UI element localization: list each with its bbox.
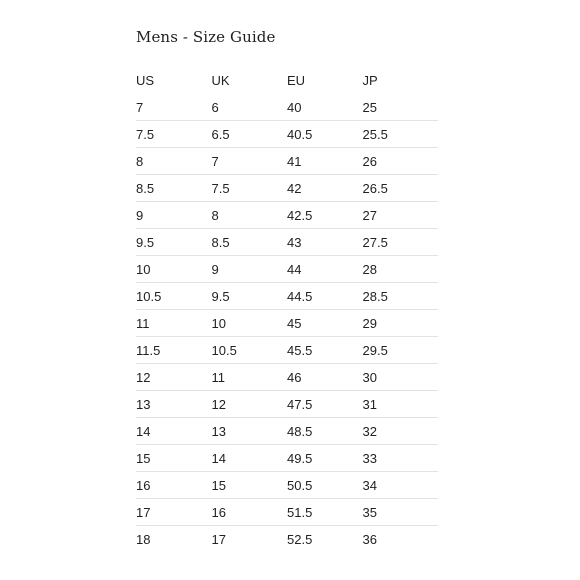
cell-us: 7.5	[136, 126, 155, 142]
size-table	[136, 67, 438, 553]
cell-us: 13	[136, 396, 151, 412]
cell-us: 10	[136, 261, 151, 277]
table-header-row	[136, 67, 438, 94]
cell-eu: 42	[287, 180, 302, 196]
cell-us: 10.5	[136, 288, 162, 304]
cell-eu: 41	[287, 153, 302, 169]
column-header-us: US	[136, 73, 155, 88]
cell-eu: 42.5	[287, 207, 313, 223]
cell-uk: 15	[211, 477, 226, 493]
cell-uk: 12	[211, 396, 226, 412]
cell-us: 8	[136, 153, 144, 169]
cell-uk: 6.5	[211, 126, 230, 142]
cell-eu: 43	[287, 234, 302, 250]
cell-us: 15	[136, 450, 151, 466]
cell-eu: 40.5	[287, 126, 313, 142]
cell-jp: 27.5	[362, 234, 388, 250]
cell-us: 11	[136, 315, 150, 331]
cell-uk: 6	[211, 99, 219, 115]
table-row	[136, 499, 438, 526]
table-row	[136, 391, 438, 418]
table-row	[136, 337, 438, 364]
cell-jp: 32	[362, 423, 377, 439]
cell-jp: 29	[362, 315, 377, 331]
cell-uk: 9.5	[211, 288, 230, 304]
cell-eu: 45.5	[287, 342, 313, 358]
cell-eu: 44	[287, 261, 302, 277]
cell-jp: 26	[362, 153, 377, 169]
cell-jp: 30	[362, 369, 377, 385]
cell-uk: 16	[211, 504, 226, 520]
table-row	[136, 364, 438, 391]
cell-jp: 28	[362, 261, 377, 277]
cell-jp: 33	[362, 450, 377, 466]
cell-jp: 27	[362, 207, 377, 223]
cell-jp: 36	[362, 532, 377, 547]
cell-uk: 13	[211, 423, 226, 439]
cell-jp: 35	[362, 504, 377, 520]
table-row	[136, 121, 438, 148]
cell-jp: 26.5	[362, 180, 388, 196]
cell-uk: 10.5	[211, 342, 237, 358]
cell-uk: 7	[211, 153, 219, 169]
cell-us: 16	[136, 477, 151, 493]
table-row	[136, 175, 438, 202]
table-row	[136, 310, 438, 337]
cell-jp: 34	[362, 477, 377, 493]
table-row	[136, 202, 438, 229]
cell-us: 11.5	[136, 342, 161, 358]
cell-eu: 44.5	[287, 288, 313, 304]
cell-uk: 8.5	[211, 234, 230, 250]
cell-us: 9	[136, 207, 144, 223]
cell-uk: 7.5	[211, 180, 230, 196]
cell-eu: 52.5	[287, 532, 313, 547]
cell-uk: 8	[211, 207, 219, 223]
cell-jp: 25	[362, 99, 377, 115]
cell-uk: 14	[211, 450, 226, 466]
cell-eu: 50.5	[287, 477, 313, 493]
cell-us: 9.5	[136, 234, 155, 250]
table-row	[136, 472, 438, 499]
cell-uk: 10	[211, 315, 226, 331]
cell-jp: 29.5	[362, 342, 388, 358]
table-row	[136, 148, 438, 175]
cell-us: 14	[136, 423, 151, 439]
cell-jp: 31	[362, 396, 377, 412]
cell-uk: 11	[211, 369, 225, 385]
cell-jp: 25.5	[362, 126, 388, 142]
table-row	[136, 229, 438, 256]
cell-uk: 17	[211, 532, 226, 547]
cell-us: 18	[136, 532, 151, 547]
cell-eu: 46	[287, 369, 302, 385]
table-row	[136, 283, 438, 310]
cell-us: 12	[136, 369, 151, 385]
cell-us: 8.5	[136, 180, 155, 196]
cell-eu: 40	[287, 99, 302, 115]
table-row	[136, 418, 438, 445]
cell-eu: 45	[287, 315, 302, 331]
cell-eu: 51.5	[287, 504, 313, 520]
cell-eu: 47.5	[287, 396, 313, 412]
cell-eu: 49.5	[287, 450, 313, 466]
table-row	[136, 256, 438, 283]
table-row	[136, 94, 438, 121]
column-header-jp: JP	[362, 73, 378, 88]
cell-uk: 9	[211, 261, 219, 277]
column-header-uk: UK	[211, 73, 230, 88]
page-title: Mens - Size Guide	[136, 28, 276, 46]
table-row	[136, 526, 438, 553]
table-row	[136, 445, 438, 472]
cell-jp: 28.5	[362, 288, 388, 304]
cell-us: 17	[136, 504, 151, 520]
cell-eu: 48.5	[287, 423, 313, 439]
cell-us: 7	[136, 99, 144, 115]
column-header-eu: EU	[287, 73, 306, 88]
